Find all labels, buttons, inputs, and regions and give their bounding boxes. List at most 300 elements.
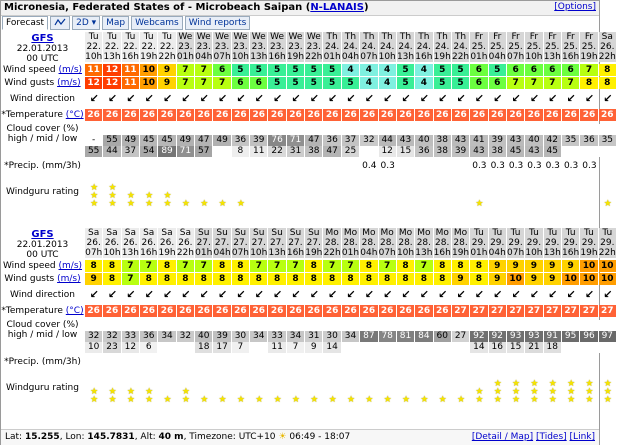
wind-speed-cell: 9 — [544, 260, 562, 272]
day-cell: Th — [360, 32, 378, 42]
b1-hours-row — [85, 52, 616, 62]
spot-title: Micronesia, Federated States of - Microbeach Saipan (N-LANAIS) — [4, 2, 369, 13]
wind-speed-cell: 8 — [103, 260, 121, 272]
wind-arrow-icon: ↙ — [511, 288, 521, 301]
wind-gusts-cell: 5 — [305, 77, 323, 89]
cloud-cell: 30 — [232, 331, 250, 342]
cloud-sub: high / mid / low — [7, 134, 78, 144]
cloud-cell: 92 — [470, 331, 488, 342]
hour-cell: 07h — [231, 248, 249, 258]
temperature-cell: 26 — [287, 109, 305, 121]
cloud-cell: 39 — [452, 146, 470, 157]
hour-cell: 19h — [451, 248, 470, 258]
day-cell: Mo — [452, 228, 470, 238]
wind-arrow-icon: ↙ — [511, 92, 521, 105]
detail-map-link[interactable]: [Detail / Map] — [471, 432, 534, 442]
day-cell: Tu — [525, 228, 543, 238]
temperature-cell: 26 — [305, 109, 323, 121]
wind-gusts-cell: 8 — [268, 273, 286, 285]
star-icon: ★ — [126, 387, 135, 397]
hour-cell: 19h — [140, 52, 158, 62]
wind-gusts-cell: 6 — [489, 77, 507, 89]
cloud-cell: 43 — [397, 135, 415, 146]
hour-cell: 19h — [305, 248, 323, 258]
temperature-cell: 26 — [397, 109, 415, 121]
cloud-cell: 38 — [434, 135, 452, 146]
precip-cell — [287, 160, 305, 172]
date-cell: 28. — [397, 238, 415, 248]
date-cell: 29. — [507, 238, 525, 248]
wind-speed-cell: 7 — [323, 260, 341, 272]
temperature-cell: 26 — [360, 109, 378, 121]
model-link[interactable]: GFS — [31, 229, 54, 240]
temperature-cell: 27 — [562, 305, 580, 317]
date-cell: 27. — [287, 238, 305, 248]
star-icon: ★ — [181, 395, 190, 405]
precip-cell — [232, 356, 250, 368]
rating-cell — [85, 388, 103, 404]
wind-speed-cell: 4 — [342, 64, 360, 76]
cloud-cell — [342, 124, 360, 135]
rating-cell — [158, 396, 176, 404]
date-cell: 24. — [379, 42, 397, 52]
wind-gusts-cell: 8 — [434, 273, 452, 285]
cloud-cell — [599, 146, 617, 157]
cloud-cell — [140, 124, 158, 135]
options-link[interactable]: [Options] — [554, 2, 596, 12]
run-date: 22.01.2013 — [16, 240, 69, 250]
temperature-cell: 26 — [195, 305, 213, 317]
day-cell: Fr — [580, 32, 598, 42]
rating-cell — [158, 192, 176, 208]
hour-cell: 01h — [341, 248, 360, 258]
wind-arrow-icon: ↙ — [199, 92, 209, 105]
temperature-cell: 26 — [397, 305, 415, 317]
wind-speed-label-unit[interactable]: (m/s) — [58, 65, 83, 75]
tab-webcams[interactable]: Webcams — [131, 16, 183, 30]
cloud-cell — [232, 320, 250, 331]
rating-cell — [305, 396, 323, 404]
wind-gusts-cell: 4 — [360, 77, 378, 89]
date-cell: 28. — [452, 238, 470, 248]
wind-speed-cell: 9 — [158, 64, 176, 76]
star-icon: ★ — [475, 199, 484, 209]
day-cell: Tu — [158, 32, 176, 42]
cloud-cell: 6 — [140, 342, 158, 353]
cloud-cell: 9 — [305, 342, 323, 353]
wind-speed-cell: 8 — [360, 260, 378, 272]
wind-speed-cell: 7 — [268, 260, 286, 272]
wind-arrow-icon: ↙ — [162, 92, 173, 105]
star-icon: ★ — [585, 379, 594, 389]
temperature-label-unit[interactable]: (°C) — [65, 110, 84, 120]
hour-cell: 01h — [470, 52, 488, 62]
date-cell: 24. — [323, 42, 341, 52]
temperature-cell: 26 — [103, 305, 121, 317]
lat-label: Lat: — [5, 432, 23, 442]
cloud-sub: high / mid / low — [7, 330, 78, 340]
cloud-cell: 36 — [140, 331, 158, 342]
wind-speed-cell: 7 — [122, 260, 140, 272]
wind-speed-cell: 5 — [287, 64, 305, 76]
precip-cell — [507, 356, 525, 368]
temperature-cell: 26 — [562, 109, 580, 121]
precip-cell: 0.3 — [508, 161, 524, 171]
cloud-cell: 34 — [250, 331, 268, 342]
b2-temp-row — [85, 305, 614, 317]
wind-speed-cell: 8 — [232, 260, 250, 272]
wind-speed-cell: 8 — [305, 260, 323, 272]
precip-cell — [250, 160, 268, 172]
star-icon: ★ — [475, 395, 484, 405]
star-icon: ★ — [603, 199, 612, 209]
wind-speed-cell: 6 — [470, 64, 488, 76]
star-icon: ★ — [585, 387, 594, 397]
run-utc: 00 UTC — [26, 250, 59, 260]
star-icon: ★ — [218, 395, 227, 405]
tab-wind-reports[interactable]: Wind reports — [185, 16, 251, 30]
tz-label: Timezone: — [189, 432, 236, 442]
precip-cell — [268, 356, 286, 368]
cloud-cell: 39 — [250, 135, 268, 146]
star-icon: ★ — [236, 199, 245, 209]
wind-arrow-icon: ↙ — [419, 92, 429, 105]
wind-gusts-cell: 5 — [287, 77, 305, 89]
cloud-cell: 27 — [452, 331, 470, 342]
precip-cell — [305, 356, 323, 368]
wind-arrow-icon: ↙ — [107, 288, 118, 301]
cloud-cell: 34 — [287, 331, 305, 342]
cloud-cell: 76 — [268, 135, 286, 146]
wind-speed-cell: 10 — [140, 64, 158, 76]
cloud-cell: 32 — [85, 331, 103, 342]
cloud-cell — [434, 124, 452, 135]
wind-speed-cell: 7 — [177, 260, 195, 272]
cloud-cell: 11 — [250, 146, 268, 157]
cloud-cell: 21 — [525, 342, 543, 353]
star-icon: ★ — [108, 191, 117, 201]
precip-cell — [434, 356, 452, 368]
cloud-cell — [85, 320, 103, 331]
wind-speed-label-unit[interactable]: (m/s) — [58, 261, 83, 271]
wind-speed-cell: 7 — [415, 260, 433, 272]
wind-gusts-label-text: Wind gusts — [4, 78, 55, 88]
day-cell: Fr — [489, 32, 507, 42]
star-icon: ★ — [90, 191, 99, 201]
date-cell: 23. — [268, 42, 286, 52]
tab-graph[interactable] — [50, 16, 70, 30]
cloud-cell: 39 — [489, 135, 507, 146]
star-icon: ★ — [567, 379, 576, 389]
hour-cell: 13h — [250, 52, 268, 62]
star-icon: ★ — [328, 395, 337, 405]
day-cell: Tu — [85, 32, 103, 42]
cloud-cell: 14 — [323, 342, 341, 353]
precip-cell — [250, 356, 268, 368]
wind-speed-cell: 8 — [85, 260, 103, 272]
temperature-cell: 26 — [544, 109, 562, 121]
cloud-cell — [103, 320, 121, 331]
date-cell: 23. — [195, 42, 213, 52]
temperature-cell: 27 — [489, 305, 507, 317]
precip-cell: 0.3 — [582, 161, 597, 171]
cloud-cell — [305, 124, 323, 135]
cloud-cell — [397, 320, 415, 331]
cloud-cell — [360, 146, 378, 157]
star-icon: ★ — [530, 395, 539, 405]
day-cell: Tu — [562, 228, 580, 238]
hour-cell: 10h — [525, 248, 543, 258]
precip-cell — [268, 160, 286, 172]
wind-direction-label-text: Wind direction — [10, 290, 75, 300]
wind-arrow-icon: ↙ — [584, 288, 595, 301]
temperature-cell: 26 — [287, 305, 305, 317]
temperature-cell: 26 — [452, 109, 470, 121]
cloud-cell: 43 — [470, 146, 488, 157]
temperature-cell: 26 — [85, 109, 103, 121]
star-icon: ★ — [90, 387, 99, 397]
precip-cell — [195, 356, 213, 368]
wind-arrow-icon: ↙ — [529, 92, 540, 105]
rating-cell — [562, 380, 580, 404]
wind-gusts-cell: 5 — [397, 77, 415, 89]
tides-link[interactable]: [Tides] — [535, 432, 567, 442]
cloud-cell: 31 — [287, 146, 305, 157]
rating-cell — [268, 396, 286, 404]
b2-gusts-row — [85, 273, 614, 285]
star-icon: ★ — [145, 199, 154, 209]
hour-cell: 19h — [580, 52, 598, 62]
b2-cloud_mid-row — [85, 331, 614, 342]
wind-arrow-icon: ↙ — [493, 92, 503, 105]
wind-speed-cell: 5 — [434, 64, 452, 76]
day-cell: Tu — [580, 228, 598, 238]
cloud-cell — [415, 342, 433, 353]
star-icon: ★ — [548, 395, 557, 405]
day-cell: Tu — [599, 228, 617, 238]
date-cell: 24. — [434, 42, 452, 52]
rating-cell — [213, 396, 231, 404]
day-cell: Su — [268, 228, 286, 238]
star-icon: ★ — [200, 199, 209, 209]
star-icon: ★ — [603, 379, 612, 389]
rating-cell — [140, 388, 158, 404]
star-icon: ★ — [420, 395, 429, 405]
rating-cell — [415, 396, 433, 404]
cloud-cell: 25 — [342, 146, 360, 157]
spot-code-link[interactable]: N-LANAIS — [310, 2, 364, 13]
star-icon: ★ — [90, 183, 99, 193]
wind-speed-cell: 5 — [232, 64, 250, 76]
wind-gusts-cell: 7 — [544, 77, 562, 89]
day-cell: We — [213, 32, 231, 42]
wind-speed-label-text: Wind speed — [2, 261, 56, 271]
cloud-cell: 47 — [305, 135, 323, 146]
precip-cell — [85, 356, 103, 368]
rating-cell — [342, 396, 360, 404]
cloud-cell — [323, 320, 341, 331]
hour-cell: 16h — [562, 52, 580, 62]
wind-gusts-cell: 8 — [195, 273, 213, 285]
cloud-cell — [415, 124, 433, 135]
wind-direction-label-text: Wind direction — [10, 94, 75, 104]
wind-gusts-cell: 7 — [177, 77, 195, 89]
date-cell: 28. — [360, 238, 378, 248]
wind-arrow-icon: ↙ — [493, 288, 503, 301]
wind-speed-cell: 4 — [379, 64, 397, 76]
hour-cell: 07h — [507, 248, 525, 258]
spot-title-text: Micronesia, Federated States of - Microbeach Saipan — [4, 2, 303, 13]
wind-arrow-icon: ↙ — [346, 92, 356, 105]
day-cell: Tu — [470, 228, 488, 238]
star-icon: ★ — [126, 191, 135, 201]
wind-gusts-cell: 11 — [122, 77, 140, 89]
cloud-cell: 55 — [85, 146, 103, 157]
rating-cell — [379, 396, 397, 404]
wind-gusts-cell: 12 — [85, 77, 103, 89]
wind-speed-cell: 7 — [580, 64, 598, 76]
rating-cell — [177, 200, 195, 208]
cloud-cell — [562, 124, 580, 135]
cloud-cell — [158, 320, 176, 331]
wind-arrow-icon: ↙ — [584, 92, 595, 105]
wind-gusts-label-unit[interactable]: (m/s) — [57, 78, 81, 88]
temperature-cell: 26 — [268, 109, 286, 121]
cloud-cell: 43 — [507, 135, 525, 146]
day-cell: Sa — [158, 228, 176, 238]
wind-gusts-cell: 5 — [268, 77, 286, 89]
wind-gusts-cell: 8 — [342, 273, 360, 285]
wind-arrow-icon: ↙ — [603, 92, 613, 105]
wind-speed-cell: 6 — [213, 64, 231, 76]
rating-cell — [177, 388, 195, 404]
day-cell: Sa — [103, 228, 121, 238]
cloud-cell: 40 — [195, 331, 213, 342]
cloud-cell: 32 — [360, 135, 378, 146]
hour-cell: 10h — [103, 248, 121, 258]
date-cell: 26. — [158, 238, 176, 248]
rating-label — [1, 180, 84, 204]
star-icon: ★ — [90, 395, 99, 405]
hour-cell: 07h — [360, 52, 378, 62]
wind-speed-cell: 10 — [580, 260, 598, 272]
b2-cloud_low-row — [85, 342, 599, 353]
wind-gusts-label-text: Wind gusts — [4, 274, 55, 284]
star-icon: ★ — [126, 395, 135, 405]
cloud-cell — [342, 342, 360, 353]
date-cell: 25. — [580, 42, 598, 52]
star-icon: ★ — [291, 395, 300, 405]
cloud-cell — [158, 342, 176, 353]
wind-arrow-icon: ↙ — [126, 288, 136, 301]
precip-cell: 0.3 — [490, 161, 505, 171]
hour-cell: 10h — [85, 52, 103, 62]
b1-cloud_mid-row — [85, 135, 614, 146]
wind-speed-cell: 9 — [562, 260, 580, 272]
cloud-cell: 38 — [489, 146, 507, 157]
star-icon: ★ — [163, 191, 172, 201]
day-cell: Fr — [470, 32, 488, 42]
hour-cell: 22h — [323, 248, 341, 258]
date-cell: 23. — [305, 42, 323, 52]
cloud-cell — [122, 320, 140, 331]
model-link[interactable]: GFS — [31, 33, 54, 44]
wind-gusts-cell: 8 — [379, 273, 397, 285]
precip-cell — [177, 160, 195, 172]
b2-precip-row — [85, 356, 599, 368]
cloud-cell: 11 — [268, 342, 286, 353]
precip-label — [1, 160, 84, 172]
hour-cell: 13h — [396, 52, 415, 62]
wind-gusts-label-unit[interactable]: (m/s) — [57, 274, 81, 284]
lat-value: 15.255 — [24, 432, 60, 442]
day-cell: Su — [232, 228, 250, 238]
cloud-cell: 37 — [122, 146, 140, 157]
temperature-cell: 26 — [342, 305, 360, 317]
rating-cell — [452, 396, 470, 404]
wind-gusts-cell: 7 — [507, 77, 525, 89]
wind-speed-cell: 4 — [415, 64, 433, 76]
tab-map[interactable]: Map — [102, 16, 129, 30]
cloud-cell: 15 — [507, 342, 525, 353]
cloud-cell: 36 — [580, 135, 598, 146]
temperature-label-unit[interactable]: (°C) — [65, 306, 84, 316]
precip-cell — [599, 356, 617, 368]
star-icon: ★ — [346, 395, 356, 405]
date-cell: 29. — [599, 238, 617, 248]
hour-cell: 07h — [85, 248, 103, 258]
wind-speed-label — [1, 64, 84, 76]
wind-speed-cell: 5 — [397, 64, 415, 76]
day-cell: We — [195, 32, 213, 42]
tab-forecast[interactable]: Forecast — [2, 16, 48, 30]
wind-gusts-cell: 8 — [305, 273, 323, 285]
cloud-cell — [489, 320, 507, 331]
wind-speed-cell: 7 — [140, 260, 158, 272]
wind-arrow-icon: ↙ — [401, 92, 411, 105]
wind-arrow-icon: ↙ — [456, 288, 466, 301]
link-link[interactable]: [Link] — [569, 432, 595, 442]
day-cell: Sa — [599, 32, 617, 42]
wind-arrow-icon: ↙ — [474, 288, 484, 301]
date-cell: 22. — [85, 42, 103, 52]
hour-cell: 22h — [451, 52, 470, 62]
cloud-cell — [250, 342, 268, 353]
precip-cell — [158, 356, 176, 368]
temperature-cell: 26 — [177, 305, 195, 317]
rating-cell — [599, 380, 617, 404]
wind-gusts-cell: 7 — [195, 77, 213, 89]
cloud-cell: 60 — [434, 331, 452, 342]
temperature-cell: 26 — [489, 109, 507, 121]
wind-arrow-icon: ↙ — [529, 288, 540, 301]
cloud-cell: 42 — [544, 135, 562, 146]
wind-speed-cell: 6 — [544, 64, 562, 76]
date-cell: 27. — [305, 238, 323, 248]
cloud-cell — [122, 124, 140, 135]
hour-cell: 16h — [286, 248, 305, 258]
temperature-cell: 26 — [342, 109, 360, 121]
cloud-cell: 87 — [360, 331, 378, 342]
temperature-cell: 26 — [415, 305, 433, 317]
tab-2d[interactable] — [72, 16, 100, 30]
precip-cell — [397, 356, 415, 368]
temperature-cell: 26 — [379, 109, 397, 121]
wind-arrow-icon: ↙ — [548, 288, 558, 301]
b1-dates-row — [85, 42, 615, 52]
model-label — [1, 230, 84, 260]
wind-gusts-cell: 8 — [287, 273, 305, 285]
